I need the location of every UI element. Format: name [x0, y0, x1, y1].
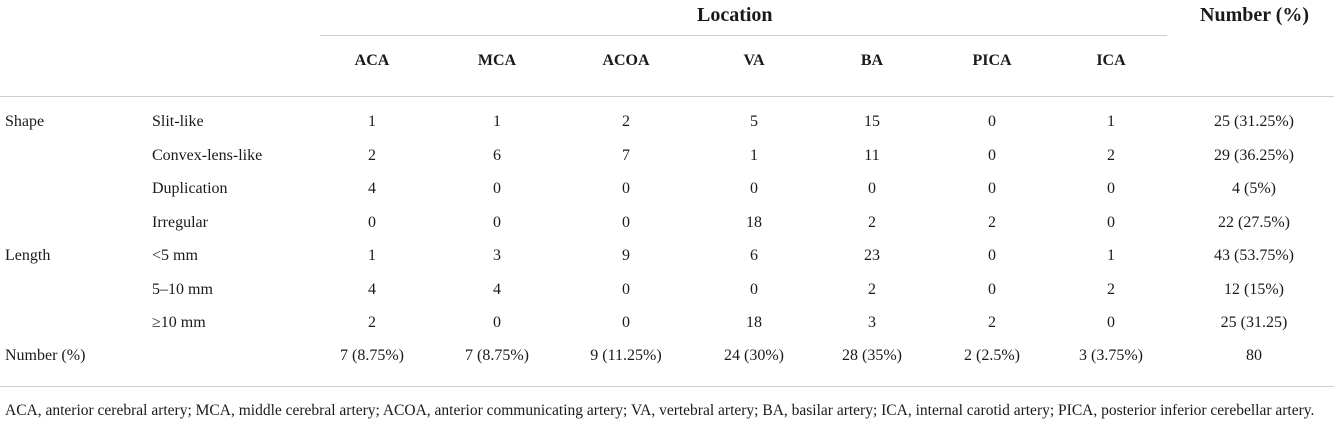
table-cell: 4 [368, 180, 376, 197]
table-cell: 0 [988, 281, 996, 298]
location-header-rule [320, 35, 1167, 36]
table-cell: 18 [746, 214, 762, 231]
table-cell: 0 [1107, 214, 1115, 231]
table-cell: 0 [1107, 314, 1115, 331]
column-header-ica: ICA [1096, 52, 1126, 69]
column-header-acoa: ACOA [602, 52, 650, 69]
table-footnote: ACA, anterior cerebral artery; MCA, middle cerebral artery; ACOA, anterior communicating artery; VA, vertebral artery; BA, basilar artery; ICA, internal carotid artery; PICA, posterior inferior cerebellar artery. [5, 402, 1315, 419]
table-cell: 2 [368, 147, 376, 164]
table-cell: 2 [988, 314, 996, 331]
table-cell: 2 [368, 314, 376, 331]
row-total: 29 (36.25%) [1214, 147, 1294, 164]
table-cell: 2 [868, 281, 876, 298]
table-cell: 2 [868, 214, 876, 231]
table-cell: 1 [368, 247, 376, 264]
table-cell: 0 [1107, 180, 1115, 197]
table-cell: 1 [368, 113, 376, 130]
table-cell: 15 [864, 113, 880, 130]
table-cell: 0 [988, 147, 996, 164]
summary-cell: 28 (35%) [842, 347, 902, 364]
table-cell: 1 [1107, 113, 1115, 130]
row-label: Irregular [152, 214, 208, 231]
table-bottom-rule [0, 386, 1334, 387]
row-group-label: Length [5, 247, 51, 264]
row-label: <5 mm [152, 247, 198, 264]
table-cell: 6 [750, 247, 758, 264]
summary-cell: 9 (11.25%) [590, 347, 662, 364]
table-cell: 2 [988, 214, 996, 231]
table-cell: 0 [622, 281, 630, 298]
row-label: Convex-lens-like [152, 147, 263, 164]
row-total: 43 (53.75%) [1214, 247, 1294, 264]
summary-cell: 3 (3.75%) [1079, 347, 1143, 364]
table-cell: 11 [864, 147, 880, 164]
table-cell: 0 [622, 180, 630, 197]
table-cell: 3 [868, 314, 876, 331]
table-cell: 23 [864, 247, 880, 264]
table-cell: 18 [746, 314, 762, 331]
summary-cell: 7 (8.75%) [465, 347, 529, 364]
table-cell: 0 [493, 314, 501, 331]
table-cell: 0 [868, 180, 876, 197]
header-bottom-rule [0, 96, 1334, 97]
column-header-ba: BA [860, 52, 884, 69]
row-total: 25 (31.25%) [1214, 113, 1294, 130]
table-cell: 1 [750, 147, 758, 164]
row-total: 25 (31.25) [1220, 314, 1288, 331]
table-cell: 7 [622, 147, 630, 164]
table-cell: 0 [988, 180, 996, 197]
summary-cell: 24 (30%) [724, 347, 784, 364]
row-label: Slit-like [152, 113, 204, 130]
table-cell: 0 [368, 214, 376, 231]
summary-cell: 2 (2.5%) [964, 347, 1020, 364]
row-total: 22 (27.5%) [1218, 214, 1290, 231]
table-cell: 2 [1107, 281, 1115, 298]
table-cell: 9 [622, 247, 630, 264]
row-total: 4 (5%) [1232, 180, 1276, 197]
header-location: Location [697, 4, 773, 26]
table-cell: 0 [750, 281, 758, 298]
table-cell: 1 [1107, 247, 1115, 264]
table-cell: 4 [368, 281, 376, 298]
table-cell: 3 [493, 247, 501, 264]
table-cell: 0 [493, 214, 501, 231]
table-cell: 2 [622, 113, 630, 130]
column-header-pica: PICA [972, 52, 1012, 69]
column-header-mca: MCA [477, 52, 517, 69]
row-group-label: Shape [5, 113, 45, 130]
row-label: ≥10 mm [152, 314, 206, 331]
column-header-va: VA [743, 52, 765, 69]
table-cell: 0 [988, 247, 996, 264]
table-cell: 0 [750, 180, 758, 197]
table-cell: 1 [493, 113, 501, 130]
table-cell: 0 [988, 113, 996, 130]
summary-total: 80 [1246, 347, 1262, 364]
table-cell: 0 [622, 214, 630, 231]
table-cell: 0 [493, 180, 501, 197]
row-label: 5–10 mm [152, 281, 213, 298]
summary-label: Number (%) [5, 347, 86, 364]
table-cell: 6 [493, 147, 501, 164]
table-cell: 0 [622, 314, 630, 331]
row-label: Duplication [152, 180, 228, 197]
column-header-aca: ACA [354, 52, 390, 69]
table-cell: 2 [1107, 147, 1115, 164]
table-cell: 4 [493, 281, 501, 298]
summary-cell: 7 (8.75%) [340, 347, 404, 364]
header-number-percent: Number (%) [1200, 4, 1310, 26]
row-total: 12 (15%) [1224, 281, 1284, 298]
table-cell: 5 [750, 113, 758, 130]
